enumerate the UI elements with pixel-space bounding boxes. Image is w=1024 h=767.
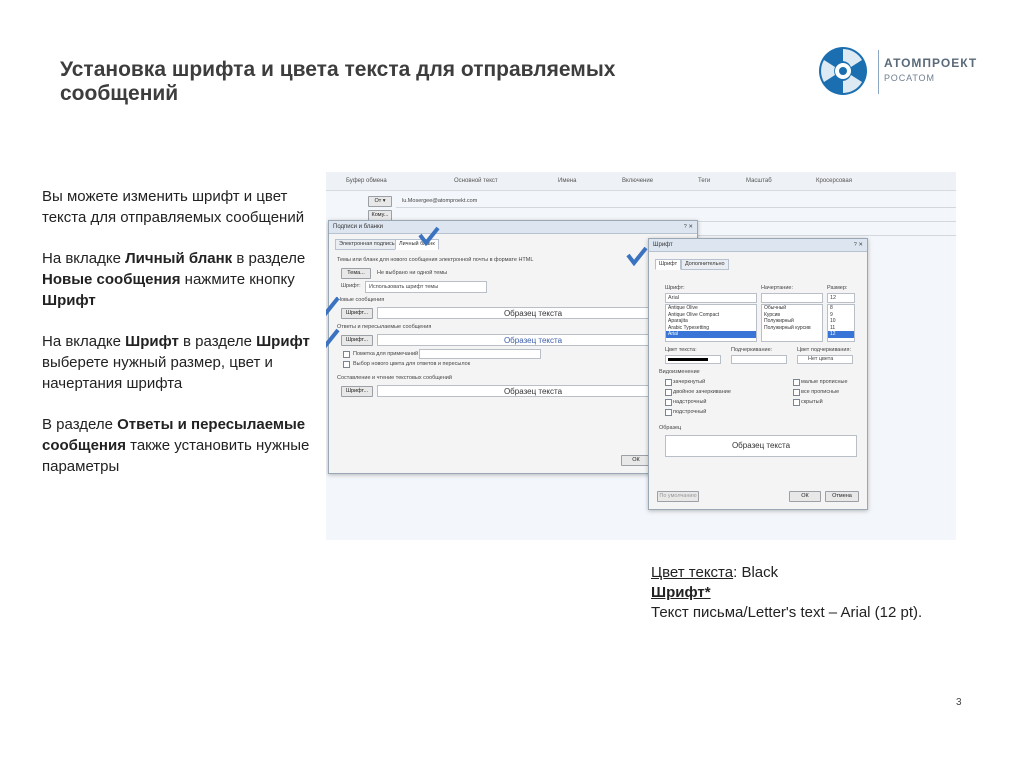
effect-label: подстрочный: [673, 409, 707, 415]
subscript-checkbox[interactable]: [665, 409, 672, 416]
from-button[interactable]: От ▾: [368, 196, 392, 207]
sample-text: Образец текста: [503, 309, 563, 318]
text-color-select[interactable]: [665, 355, 721, 364]
to-button[interactable]: Кому...: [368, 210, 392, 221]
tab-personal-stationery[interactable]: Личный бланк: [395, 239, 439, 250]
style-list[interactable]: [761, 304, 823, 342]
from-address: lu.Mosergee@atomproekt.com: [402, 198, 478, 204]
checkmark-icon: [326, 328, 340, 348]
new-messages-font-button[interactable]: Шрифт...: [341, 308, 373, 319]
list-item[interactable]: 8: [830, 305, 833, 311]
sample-text: Образец текста: [503, 336, 563, 345]
list-item[interactable]: Полужирный: [764, 318, 794, 324]
effects-label: Видоизменение: [659, 369, 700, 375]
plain-sample: [377, 385, 689, 397]
pick-color-checkbox[interactable]: [343, 361, 350, 368]
effect-label: все прописные: [801, 389, 840, 395]
font-heading: Шрифт*: [651, 584, 711, 601]
list-item[interactable]: Arial: [666, 331, 756, 338]
plain-text-label: Составление и чтение текстовых сообщений: [337, 375, 452, 381]
strikethrough-checkbox[interactable]: [665, 379, 672, 386]
effect-label: надстрочный: [673, 399, 707, 405]
style-label: Начертание:: [761, 285, 793, 291]
underline-color-value: Нет цвета: [808, 356, 834, 362]
effect-label: малые прописные: [801, 379, 848, 385]
superscript-checkbox[interactable]: [665, 399, 672, 406]
font-ok-button[interactable]: ОК: [789, 491, 821, 502]
atom-logo-icon: [818, 46, 868, 96]
font-dialog-title: Шрифт: [649, 239, 867, 252]
font-description: Текст письма/Letter's text – Arial (12 pt).: [651, 604, 923, 621]
paragraph-step-1: На вкладке Личный бланк в разделе Новые сообщения нажмите кнопку Шрифт: [42, 250, 306, 309]
logo-subtitle: РОСАТОМ: [884, 73, 935, 83]
effect-label: двойное зачеркивание: [673, 389, 731, 395]
sample-text: Образец текста: [503, 387, 563, 396]
replies-font-button[interactable]: Шрифт...: [341, 335, 373, 346]
list-item[interactable]: 11: [830, 324, 836, 331]
font-name-label: Шрифт:: [665, 285, 685, 291]
mark-comments-checkbox[interactable]: [343, 351, 350, 358]
color-swatch: [668, 358, 708, 361]
underline-select[interactable]: [731, 355, 787, 364]
small-caps-checkbox[interactable]: [793, 379, 800, 386]
tab-font[interactable]: Шрифт: [655, 259, 681, 270]
underline-color-label: Цвет подчеркивания:: [797, 347, 851, 353]
font-cancel-button[interactable]: Отмена: [825, 491, 859, 502]
paragraph-step-3: В разделе Ответы и пересылаемые сообщения также установить нужные параметры: [42, 416, 310, 475]
double-strikethrough-checkbox[interactable]: [665, 389, 672, 396]
logo-name: АТОМПРОЕКТ: [884, 56, 978, 70]
instructions-text: [42, 186, 314, 497]
list-item[interactable]: Обычный: [764, 305, 787, 311]
paragraph-intro: Вы можете изменить шрифт и цвет текста для отправляемых сообщений: [42, 188, 305, 226]
mark-comments-label: Пометка для примечаний: [353, 351, 419, 357]
list-item[interactable]: Antique Olive Compact: [668, 311, 720, 318]
replies-sample: [377, 334, 689, 346]
replies-label: Ответы и пересылаемые сообщения: [337, 324, 432, 330]
font-name-value: Arial: [668, 295, 680, 301]
paragraph-step-2: На вкладке Шрифт в разделе Шрифт выберете нужный размер, цвет и начертания шрифта: [42, 333, 310, 392]
checkmark-icon: [626, 246, 648, 266]
underline-color-select[interactable]: [797, 355, 853, 364]
page-number: 3: [956, 697, 962, 708]
tab-advanced[interactable]: Дополнительно: [681, 259, 729, 270]
plain-font-button[interactable]: Шрифт...: [341, 386, 373, 397]
ribbon-group-names: Имена: [558, 178, 577, 184]
font-name-input[interactable]: [665, 293, 757, 303]
company-logo: [818, 46, 978, 102]
text-color-label: Цвет текста:: [665, 347, 697, 353]
page-title: Установка шрифта и цвета текста для отправляемых сообщений: [60, 58, 616, 105]
list-item[interactable]: Antique Olive: [668, 305, 698, 311]
font-label: Шрифт:: [341, 283, 361, 289]
list-item[interactable]: Курсив: [764, 311, 781, 318]
signatures-dialog-close-icon[interactable]: ? ✕: [683, 224, 693, 230]
checkmark-icon: [418, 226, 440, 246]
list-item[interactable]: 9: [830, 311, 833, 318]
font-dialog: [648, 238, 868, 510]
new-messages-sample: [377, 307, 689, 319]
ribbon-group-text: Основной текст: [454, 178, 498, 184]
underline-label: Подчеркивание:: [731, 347, 773, 353]
default-button[interactable]: По умолчанию: [657, 491, 699, 502]
checkmark-icon: [326, 296, 340, 316]
signatures-ok-button[interactable]: ОК: [621, 455, 651, 466]
theme-label: Темы или бланк для нового сообщения электронной почты в формате HTML: [337, 257, 534, 263]
size-list[interactable]: [827, 304, 855, 342]
hidden-checkbox[interactable]: [793, 399, 800, 406]
font-select-value: Использовать шрифт темы: [369, 284, 439, 290]
preview-label: Образец: [659, 425, 682, 431]
size-label: Размер:: [827, 285, 848, 291]
tab-email-signature[interactable]: Электронная подпись: [335, 239, 399, 250]
ribbon-group-tags: Теги: [698, 178, 711, 184]
outlook-ribbon: [326, 172, 956, 191]
logo-divider: [878, 50, 879, 94]
ribbon-group-other: Кросерсовая: [816, 178, 852, 184]
font-dialog-close-icon[interactable]: ? ✕: [853, 242, 863, 248]
text-color-line: Цвет текста: Black: [651, 564, 779, 581]
theme-button[interactable]: Тема...: [341, 268, 371, 279]
ribbon-group-clipboard: Буфер обмена: [346, 178, 387, 184]
list-item[interactable]: Полужирный курсив: [764, 324, 811, 331]
pick-color-label: Выбор нового цвета для ответов и пересылок: [353, 361, 471, 367]
list-item[interactable]: 12: [828, 331, 854, 338]
comments-field[interactable]: [419, 349, 541, 359]
font-list[interactable]: [665, 304, 757, 342]
effect-label: скрытый: [801, 399, 823, 405]
settings-caption: [651, 563, 951, 623]
font-preview: [665, 435, 857, 457]
new-messages-label: Новые сообщения: [337, 297, 385, 303]
size-input[interactable]: [827, 293, 855, 303]
list-item[interactable]: Aparajita: [668, 318, 688, 324]
font-select[interactable]: [365, 281, 487, 293]
outlook-screenshot: [326, 172, 956, 540]
list-item[interactable]: Arabic Typesetting: [668, 324, 710, 331]
header-divider: [396, 207, 956, 208]
theme-value: Не выбрано ни одной темы: [377, 270, 448, 276]
ribbon-group-zoom: Масштаб: [746, 178, 772, 184]
effect-label: зачеркнутый: [673, 379, 706, 385]
all-caps-checkbox[interactable]: [793, 389, 800, 396]
preview-text: Образец текста: [731, 441, 791, 450]
signatures-dialog-title: Подписи и бланки: [329, 221, 697, 234]
style-input[interactable]: [761, 293, 823, 303]
list-item[interactable]: 10: [830, 318, 836, 324]
size-value: 12: [830, 295, 837, 301]
ribbon-group-include: Включение: [622, 178, 654, 184]
